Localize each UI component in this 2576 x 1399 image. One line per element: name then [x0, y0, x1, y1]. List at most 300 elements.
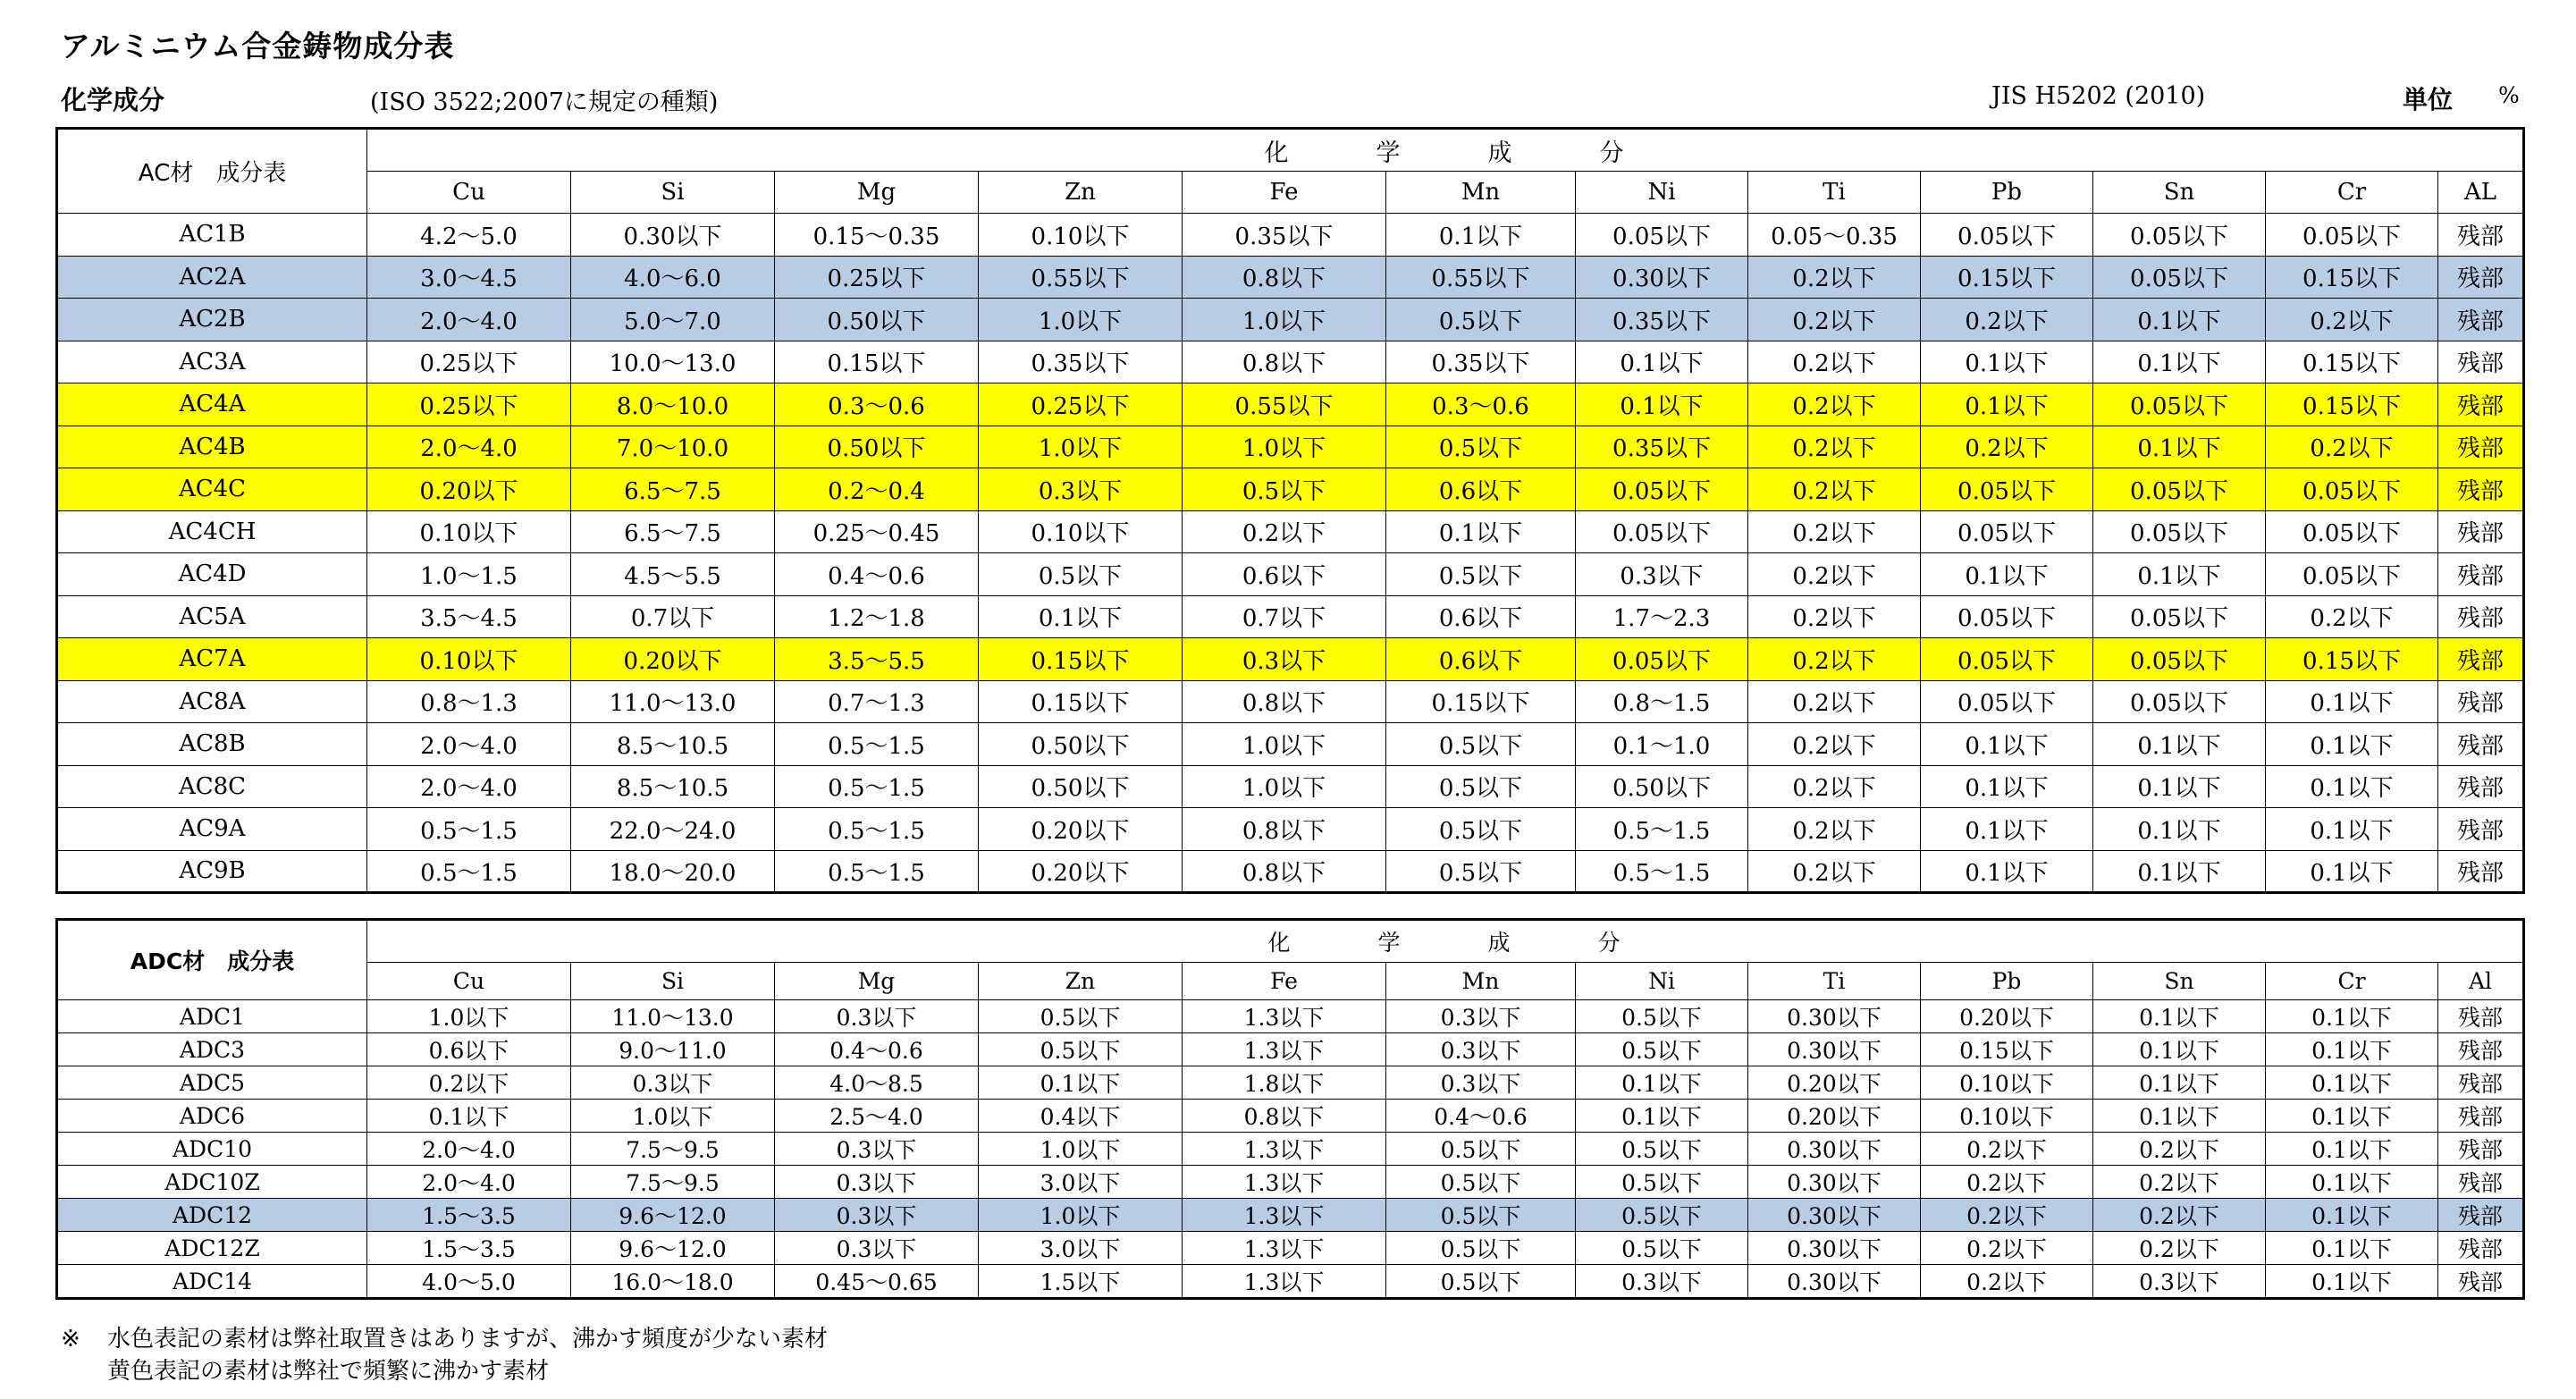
composition-cell: 0.1以下: [2093, 1000, 2266, 1033]
composition-cell: 0.8以下: [1183, 1100, 1386, 1133]
composition-cell: 7.0～10.0: [571, 426, 775, 468]
composition-cell: 0.2以下: [1921, 1232, 2093, 1265]
alloy-name: AC5A: [57, 595, 367, 638]
composition-cell: 0.05以下: [1921, 680, 2093, 723]
composition-cell: 0.1以下: [1921, 341, 2093, 383]
column-header-pb: Pb: [1921, 172, 2093, 214]
alloy-name: ADC14: [57, 1265, 367, 1299]
alloy-name: ADC12Z: [57, 1232, 367, 1265]
composition-cell: 1.0以下: [367, 1000, 571, 1033]
composition-cell: 0.35以下: [979, 341, 1183, 383]
composition-cell: 0.15以下: [2266, 638, 2438, 681]
column-header-mg: Mg: [775, 172, 979, 214]
composition-cell: 0.25以下: [775, 256, 979, 299]
composition-cell: 0.05以下: [2093, 383, 2266, 426]
composition-cell: 0.30以下: [1748, 1232, 1921, 1265]
composition-cell: 0.5～1.5: [775, 850, 979, 893]
table-row: [57, 383, 2524, 426]
composition-cell: 0.3～0.6: [1386, 383, 1576, 426]
chemical-composition-header: [367, 920, 2524, 963]
composition-cell: 3.0以下: [979, 1232, 1183, 1265]
unit-label: 単位: [2403, 85, 2454, 114]
composition-cell: 0.45～0.65: [775, 1265, 979, 1299]
composition-cell: 2.0～4.0: [367, 1166, 571, 1199]
composition-cell: 0.50以下: [1576, 765, 1748, 808]
composition-cell: 3.0以下: [979, 1166, 1183, 1199]
composition-cell: 1.0以下: [1183, 723, 1386, 766]
composition-cell: 0.1以下: [979, 595, 1183, 638]
composition-cell: 0.15以下: [775, 341, 979, 383]
column-header-sn: Sn: [2093, 172, 2266, 214]
alloy-name: ADC6: [57, 1100, 367, 1133]
composition-cell: 0.05以下: [1921, 214, 2093, 257]
element-header-row: [57, 963, 2524, 1000]
composition-cell: 0.3以下: [775, 1166, 979, 1199]
column-header-ti: Ti: [1748, 963, 1921, 1000]
composition-cell: 0.05以下: [1921, 638, 2093, 681]
composition-cell: 0.50以下: [775, 299, 979, 341]
composition-cell: 0.1以下: [1921, 765, 2093, 808]
composition-cell: 0.3以下: [1576, 553, 1748, 596]
composition-cell: 0.2以下: [1183, 510, 1386, 553]
ac-table-body: [57, 214, 2524, 893]
composition-cell: 0.1以下: [2266, 1199, 2438, 1232]
composition-cell: 0.50以下: [979, 723, 1183, 766]
composition-cell: 0.1以下: [2266, 1100, 2438, 1133]
composition-cell: 0.2以下: [1748, 638, 1921, 681]
composition-cell: 1.0以下: [1183, 299, 1386, 341]
composition-cell: 0.2以下: [2093, 1199, 2266, 1232]
composition-cell: 0.5～1.5: [775, 765, 979, 808]
alloy-name: AC4A: [57, 383, 367, 426]
composition-cell: 0.55以下: [1386, 256, 1576, 299]
composition-cell: 1.0～1.5: [367, 553, 571, 596]
composition-cell: 0.30以下: [1748, 1199, 1921, 1232]
table-row: [57, 426, 2524, 468]
composition-cell: 0.15以下: [2266, 383, 2438, 426]
composition-cell: 0.3以下: [1183, 638, 1386, 681]
composition-cell: 0.2以下: [367, 1066, 571, 1100]
section-label: 化学成分: [61, 85, 165, 115]
table-row: [57, 1199, 2524, 1232]
composition-cell: 0.3以下: [1386, 1033, 1576, 1066]
alloy-name: AC2B: [57, 299, 367, 341]
composition-cell: 0.50以下: [775, 426, 979, 468]
table-row: [57, 723, 2524, 766]
composition-cell: 0.3以下: [1576, 1265, 1748, 1299]
composition-cell: 0.1以下: [1576, 1066, 1748, 1100]
composition-cell: 残部: [2438, 341, 2524, 383]
group-header-char: 学: [1376, 139, 1402, 167]
composition-cell: 4.0～5.0: [367, 1265, 571, 1299]
table-row: [57, 1066, 2524, 1100]
iso-reference: (ISO 3522;2007に規定の種類): [370, 88, 719, 116]
alloy-name: AC9A: [57, 808, 367, 851]
composition-cell: 0.35以下: [1576, 426, 1748, 468]
composition-cell: 0.10以下: [1921, 1066, 2093, 1100]
composition-cell: 0.1以下: [2093, 1100, 2266, 1133]
composition-cell: 0.05以下: [1921, 468, 2093, 511]
composition-cell: 0.5以下: [1386, 553, 1576, 596]
composition-cell: 0.2以下: [1748, 765, 1921, 808]
composition-cell: 0.3以下: [571, 1066, 775, 1100]
composition-cell: 残部: [2438, 638, 2524, 681]
composition-cell: 0.1～1.0: [1576, 723, 1748, 766]
table-row: [57, 1133, 2524, 1166]
composition-cell: 0.05以下: [2266, 468, 2438, 511]
composition-cell: 0.1以下: [1921, 808, 2093, 851]
composition-cell: 0.3以下: [1386, 1000, 1576, 1033]
column-header-mn: Mn: [1386, 172, 1576, 214]
composition-cell: 0.5以下: [1386, 765, 1576, 808]
composition-cell: 4.0～6.0: [571, 256, 775, 299]
composition-cell: 0.10以下: [979, 214, 1183, 257]
composition-cell: 残部: [2438, 426, 2524, 468]
composition-cell: 0.1以下: [2266, 680, 2438, 723]
adc-composition-table: [55, 918, 2525, 1300]
table-row: [57, 638, 2524, 681]
composition-cell: 0.5～1.5: [1576, 850, 1748, 893]
alloy-name: AC8B: [57, 723, 367, 766]
composition-cell: 0.5以下: [1576, 1133, 1748, 1166]
composition-cell: 残部: [2438, 680, 2524, 723]
composition-cell: 0.2以下: [1921, 1199, 2093, 1232]
composition-cell: 4.2～5.0: [367, 214, 571, 257]
composition-cell: 1.0以下: [1183, 426, 1386, 468]
composition-cell: 1.3以下: [1183, 1199, 1386, 1232]
composition-cell: 0.20以下: [979, 850, 1183, 893]
column-header-al: Al: [2438, 963, 2524, 1000]
composition-cell: 0.1以下: [979, 1066, 1183, 1100]
composition-cell: 0.5以下: [1576, 1000, 1748, 1033]
composition-cell: 0.8以下: [1183, 850, 1386, 893]
composition-cell: 0.3以下: [775, 1199, 979, 1232]
composition-cell: 0.5～1.5: [775, 723, 979, 766]
composition-cell: 0.5以下: [1386, 808, 1576, 851]
composition-cell: 0.4～0.6: [775, 1033, 979, 1066]
composition-cell: 残部: [2438, 214, 2524, 257]
composition-cell: 0.25～0.45: [775, 510, 979, 553]
column-header-zn: Zn: [979, 963, 1183, 1000]
composition-cell: 8.5～10.5: [571, 765, 775, 808]
alloy-name: AC8C: [57, 765, 367, 808]
composition-cell: 0.2以下: [2093, 1232, 2266, 1265]
composition-cell: 0.20以下: [571, 638, 775, 681]
composition-cell: 1.0以下: [1183, 765, 1386, 808]
composition-cell: 0.15以下: [2266, 256, 2438, 299]
composition-cell: 0.1以下: [2266, 723, 2438, 766]
footnotes: [61, 1323, 828, 1387]
composition-cell: 0.2以下: [1748, 256, 1921, 299]
composition-cell: 0.35以下: [1386, 341, 1576, 383]
composition-cell: 2.0～4.0: [367, 723, 571, 766]
note-blue: 水色表記の素材は弊社取置きはありますが、沸かす頻度が少ない素材: [107, 1326, 829, 1353]
composition-cell: 2.0～4.0: [367, 426, 571, 468]
group-header-char: 化: [1264, 139, 1291, 167]
composition-cell: 0.30以下: [1748, 1000, 1921, 1033]
composition-cell: 0.8～1.5: [1576, 680, 1748, 723]
composition-cell: 0.5以下: [1386, 1133, 1576, 1166]
composition-cell: 0.8以下: [1183, 341, 1386, 383]
composition-cell: 0.1以下: [2266, 1000, 2438, 1033]
composition-cell: 0.05以下: [2266, 214, 2438, 257]
unit-value: %: [2498, 82, 2520, 108]
composition-cell: 0.2以下: [2093, 1133, 2266, 1166]
table-row: [57, 468, 2524, 511]
composition-cell: 0.15以下: [1386, 680, 1576, 723]
composition-cell: 11.0～13.0: [571, 1000, 775, 1033]
composition-cell: 5.0～7.0: [571, 299, 775, 341]
composition-cell: 0.05以下: [1576, 510, 1748, 553]
table-row: [57, 1100, 2524, 1133]
composition-cell: 6.5～7.5: [571, 468, 775, 511]
adc-table-title: ADC材 成分表: [57, 920, 367, 1000]
composition-cell: 0.1以下: [1576, 341, 1748, 383]
composition-cell: 0.1以下: [2266, 1265, 2438, 1299]
composition-cell: 0.35以下: [1576, 299, 1748, 341]
table-row: [57, 256, 2524, 299]
composition-cell: 0.3以下: [775, 1232, 979, 1265]
composition-cell: 0.3以下: [979, 468, 1183, 511]
composition-cell: 9.6～12.0: [571, 1199, 775, 1232]
composition-cell: 0.2以下: [2266, 595, 2438, 638]
group-header-char: 化: [1267, 930, 1292, 956]
column-header-zn: Zn: [979, 172, 1183, 214]
alloy-name: ADC10: [57, 1133, 367, 1166]
composition-cell: 0.5以下: [979, 1033, 1183, 1066]
composition-cell: 1.2～1.8: [775, 595, 979, 638]
composition-cell: 0.5以下: [1386, 299, 1576, 341]
subheader: [61, 80, 2528, 116]
composition-cell: 0.30以下: [1748, 1265, 1921, 1299]
composition-cell: 0.2以下: [1748, 723, 1921, 766]
column-header-si: Si: [571, 172, 775, 214]
composition-cell: 0.2以下: [1921, 1133, 2093, 1166]
composition-cell: 0.1以下: [367, 1100, 571, 1133]
composition-cell: 0.1以下: [2093, 553, 2266, 596]
note-mark: ※: [61, 1326, 80, 1353]
composition-cell: 残部: [2438, 1232, 2524, 1265]
composition-cell: 0.20以下: [1748, 1066, 1921, 1100]
composition-cell: 0.5以下: [979, 1000, 1183, 1033]
column-header-cr: Cr: [2266, 963, 2438, 1000]
table-row: [57, 680, 2524, 723]
table-row: [57, 808, 2524, 851]
alloy-name: AC4C: [57, 468, 367, 511]
column-header-mg: Mg: [775, 963, 979, 1000]
composition-cell: 2.5～4.0: [775, 1100, 979, 1133]
column-header-cr: Cr: [2266, 172, 2438, 214]
alloy-name: AC4D: [57, 553, 367, 596]
composition-cell: 2.0～4.0: [367, 765, 571, 808]
composition-cell: 0.25以下: [979, 383, 1183, 426]
composition-cell: 0.3以下: [1386, 1066, 1576, 1100]
composition-cell: 0.2以下: [1748, 850, 1921, 893]
column-header-fe: Fe: [1183, 963, 1386, 1000]
alloy-name: ADC5: [57, 1066, 367, 1100]
table-row: [57, 1232, 2524, 1265]
composition-cell: 0.4～0.6: [1386, 1100, 1576, 1133]
composition-cell: 0.2以下: [1748, 680, 1921, 723]
composition-cell: 0.55以下: [1183, 383, 1386, 426]
composition-cell: 1.3以下: [1183, 1033, 1386, 1066]
composition-cell: 1.0以下: [979, 1133, 1183, 1166]
composition-cell: 1.5～3.5: [367, 1199, 571, 1232]
composition-cell: 0.7以下: [1183, 595, 1386, 638]
composition-cell: 0.20以下: [979, 808, 1183, 851]
composition-cell: 0.5～1.5: [367, 808, 571, 851]
table-row: [57, 553, 2524, 596]
composition-cell: 0.5以下: [1576, 1232, 1748, 1265]
composition-cell: 残部: [2438, 1133, 2524, 1166]
alloy-name: AC7A: [57, 638, 367, 681]
composition-cell: 11.0～13.0: [571, 680, 775, 723]
composition-cell: 0.10以下: [367, 510, 571, 553]
composition-cell: 0.2以下: [1921, 1166, 2093, 1199]
composition-cell: 0.10以下: [367, 638, 571, 681]
composition-cell: 0.1以下: [2093, 723, 2266, 766]
composition-cell: 残部: [2438, 468, 2524, 511]
composition-cell: 残部: [2438, 850, 2524, 893]
composition-cell: 0.30以下: [1576, 256, 1748, 299]
composition-cell: 0.2以下: [1748, 468, 1921, 511]
adc-table-body: [57, 1000, 2524, 1299]
column-header-fe: Fe: [1183, 172, 1386, 214]
composition-cell: 0.8～1.3: [367, 680, 571, 723]
column-header-sn: Sn: [2093, 963, 2266, 1000]
composition-cell: 残部: [2438, 1000, 2524, 1033]
composition-cell: 0.50以下: [979, 765, 1183, 808]
composition-cell: 1.0以下: [571, 1100, 775, 1133]
composition-cell: 0.05以下: [1576, 468, 1748, 511]
composition-cell: 1.3以下: [1183, 1232, 1386, 1265]
composition-cell: 0.6以下: [1183, 553, 1386, 596]
composition-cell: 0.55以下: [979, 256, 1183, 299]
alloy-name: AC8A: [57, 680, 367, 723]
composition-cell: 0.2以下: [1748, 299, 1921, 341]
table-row: [57, 1000, 2524, 1033]
composition-cell: 0.05～0.35: [1748, 214, 1921, 257]
table-row: [57, 1033, 2524, 1066]
composition-cell: 1.8以下: [1183, 1066, 1386, 1100]
composition-cell: 0.6以下: [367, 1033, 571, 1066]
alloy-name: ADC10Z: [57, 1166, 367, 1199]
composition-cell: 0.2以下: [1921, 299, 2093, 341]
composition-cell: 3.5～5.5: [775, 638, 979, 681]
composition-cell: 0.20以下: [1748, 1100, 1921, 1133]
composition-cell: 1.7～2.3: [1576, 595, 1748, 638]
column-header-pb: Pb: [1921, 963, 2093, 1000]
composition-cell: 0.05以下: [1576, 214, 1748, 257]
column-header-ni: Ni: [1576, 963, 1748, 1000]
composition-cell: 1.3以下: [1183, 1000, 1386, 1033]
composition-cell: 残部: [2438, 1166, 2524, 1199]
ac-table-title: AC材 成分表: [57, 129, 367, 214]
composition-cell: 0.1以下: [2093, 1033, 2266, 1066]
alloy-name: AC1B: [57, 214, 367, 257]
composition-cell: 0.1以下: [2266, 765, 2438, 808]
composition-cell: 0.35以下: [1183, 214, 1386, 257]
composition-cell: 0.2以下: [1748, 383, 1921, 426]
composition-cell: 0.05以下: [2093, 595, 2266, 638]
composition-cell: 0.7～1.3: [775, 680, 979, 723]
composition-cell: 0.5以下: [1386, 850, 1576, 893]
composition-cell: 0.15以下: [1921, 256, 2093, 299]
composition-cell: 7.5～9.5: [571, 1133, 775, 1166]
column-header-cu: Cu: [367, 172, 571, 214]
composition-cell: 残部: [2438, 1066, 2524, 1100]
alloy-name: AC3A: [57, 341, 367, 383]
composition-cell: 残部: [2438, 1100, 2524, 1133]
composition-cell: 0.6以下: [1386, 595, 1576, 638]
composition-cell: 0.1以下: [2093, 850, 2266, 893]
composition-cell: 1.5以下: [979, 1265, 1183, 1299]
composition-cell: 残部: [2438, 808, 2524, 851]
composition-cell: 0.05以下: [2093, 510, 2266, 553]
composition-cell: 1.0以下: [979, 426, 1183, 468]
column-header-ni: Ni: [1576, 172, 1748, 214]
composition-cell: 0.1以下: [2266, 1033, 2438, 1066]
composition-cell: 0.2以下: [2266, 299, 2438, 341]
composition-cell: 0.5以下: [1386, 1232, 1576, 1265]
group-header-char: 分: [1597, 930, 1622, 956]
composition-cell: 0.5以下: [1183, 468, 1386, 511]
composition-cell: 0.5以下: [1386, 1166, 1576, 1199]
composition-cell: 残部: [2438, 299, 2524, 341]
composition-cell: 0.30以下: [1748, 1133, 1921, 1166]
composition-cell: 0.25以下: [367, 341, 571, 383]
composition-cell: 0.1以下: [1921, 383, 2093, 426]
composition-cell: 0.3以下: [775, 1000, 979, 1033]
alloy-name: ADC1: [57, 1000, 367, 1033]
table-row: [57, 299, 2524, 341]
composition-cell: 0.15～0.35: [775, 214, 979, 257]
alloy-name: AC2A: [57, 256, 367, 299]
composition-cell: 0.1以下: [2266, 1133, 2438, 1166]
composition-cell: 0.4～0.6: [775, 553, 979, 596]
composition-cell: 0.8以下: [1183, 808, 1386, 851]
element-header-row: [57, 172, 2524, 214]
composition-cell: 0.20以下: [1921, 1000, 2093, 1033]
table-row: [57, 214, 2524, 257]
composition-cell: 1.5～3.5: [367, 1232, 571, 1265]
alloy-name: AC9B: [57, 850, 367, 893]
composition-cell: 0.6以下: [1386, 468, 1576, 511]
composition-cell: 0.05以下: [2093, 638, 2266, 681]
composition-cell: 残部: [2438, 595, 2524, 638]
composition-cell: 0.05以下: [2093, 256, 2266, 299]
composition-cell: 0.1以下: [2266, 808, 2438, 851]
composition-cell: 0.3以下: [775, 1133, 979, 1166]
composition-cell: 2.0～4.0: [367, 1133, 571, 1166]
composition-cell: 0.1以下: [1386, 214, 1576, 257]
composition-cell: 1.0以下: [979, 1199, 1183, 1232]
composition-cell: 7.5～9.5: [571, 1166, 775, 1199]
composition-cell: 0.05以下: [1921, 595, 2093, 638]
composition-cell: 0.1以下: [2093, 426, 2266, 468]
column-header-ti: Ti: [1748, 172, 1921, 214]
composition-cell: 8.0～10.0: [571, 383, 775, 426]
column-header-si: Si: [571, 963, 775, 1000]
composition-cell: 0.2以下: [2266, 426, 2438, 468]
composition-cell: 0.3～0.6: [775, 383, 979, 426]
composition-cell: 0.05以下: [2266, 510, 2438, 553]
composition-cell: 0.7以下: [571, 595, 775, 638]
composition-cell: 0.10以下: [979, 510, 1183, 553]
composition-cell: 0.2以下: [1921, 1265, 2093, 1299]
composition-cell: 0.2～0.4: [775, 468, 979, 511]
composition-cell: 10.0～13.0: [571, 341, 775, 383]
